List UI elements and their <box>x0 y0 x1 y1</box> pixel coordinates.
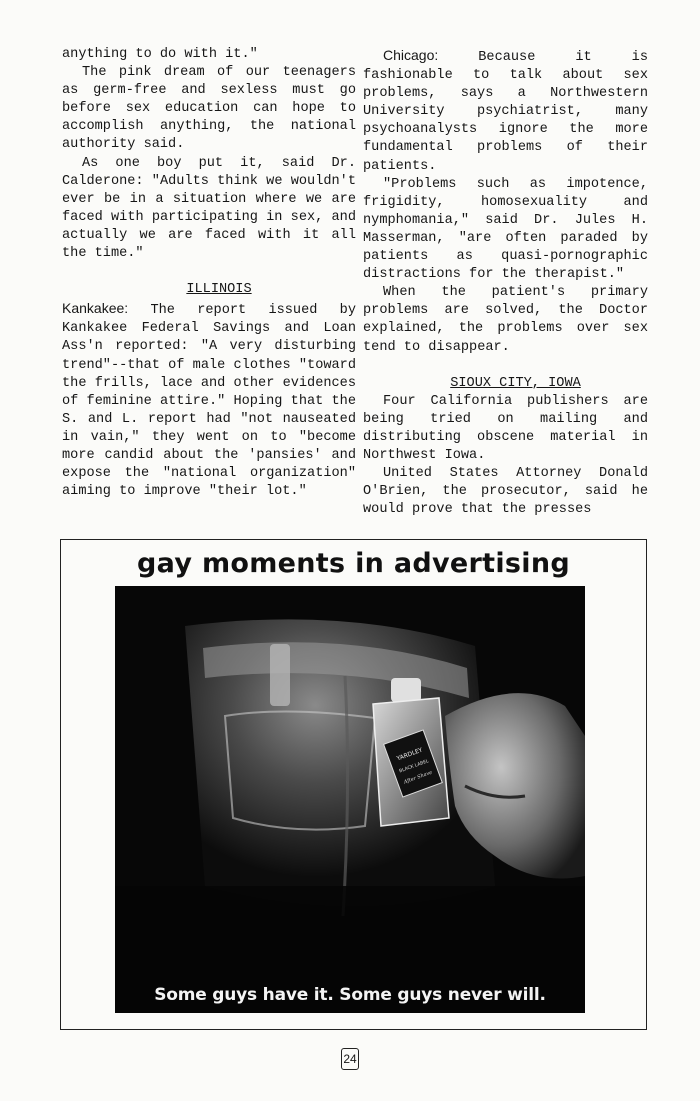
paragraph: "Problems such as impotence, frigidity, homosexuality and nymphomania," said Dr. Jules H. Masserman, "are often paraded by patients as quasi-pornographic distractions for the therapist." <box>363 176 648 283</box>
bottle-label-line1: BLACK LABEL <box>398 759 430 775</box>
dateline-chicago: Chicago: <box>383 47 439 63</box>
paragraph: anything to do with it." <box>62 47 258 62</box>
bottle-label-brand: YARDLEY <box>395 746 424 763</box>
paragraph: The pink dream of our teenagers as germ-free and sexless must go before sex education can hope to accomplish anything, the national authority said. <box>62 65 356 153</box>
photo-illustration <box>115 586 585 1013</box>
belt-loop <box>270 644 290 706</box>
paragraph-text: Because it is fashionable to talk about sex problems, says a Northwestern University psychiatrist, many psychoanalysts ignore the more fundamental problems of their patients. <box>363 50 648 174</box>
advertisement-caption: Some guys have it. Some guys never will. <box>154 985 546 1005</box>
paragraph-text: The report issued by Kankakee Federal Savings and Loan Ass'n reported: "A very disturbing trend"--that of male clothes "toward the frills, lace and other evidences of feminine attire." Hoping that the S. and L. report had "not nauseated in vain," they went on to "become more candid about the 'pansies' and expose the "national organization" aiming to improve "their lot." <box>62 303 356 500</box>
paragraph: Four California publishers are being tried on mailing and distributing obscene material in Northwest Iowa. <box>363 393 648 463</box>
left-column <box>62 46 356 501</box>
bottle-label-line2: After Shave <box>403 769 434 786</box>
paragraph: As one boy put it, said Dr. Calderone: "Adults think we wouldn't ever be in a situation where we are faced with participating in sex, and actually we are faced with it all the time." <box>62 155 356 262</box>
advertisement-photo <box>115 586 585 1013</box>
advertisement-box <box>60 539 647 1030</box>
section-heading-illinois: ILLINOIS <box>186 282 252 298</box>
advertisement-title: gay moments in advertising <box>137 548 570 579</box>
paragraph: When the patient's primary problems are solved, the Doctor explained, the problems over sex tend to disappear. <box>363 285 648 355</box>
paragraph <box>363 46 648 176</box>
paragraph <box>62 299 356 501</box>
right-column <box>363 46 648 519</box>
dateline-kankakee: Kankakee: <box>62 300 129 317</box>
section-heading-sioux-city: SIOUX CITY, IOWA <box>450 375 581 391</box>
page-number: 24 <box>341 1048 359 1070</box>
paragraph: United States Attorney Donald O'Brien, the prosecutor, said he would prove that the presses <box>363 466 648 518</box>
